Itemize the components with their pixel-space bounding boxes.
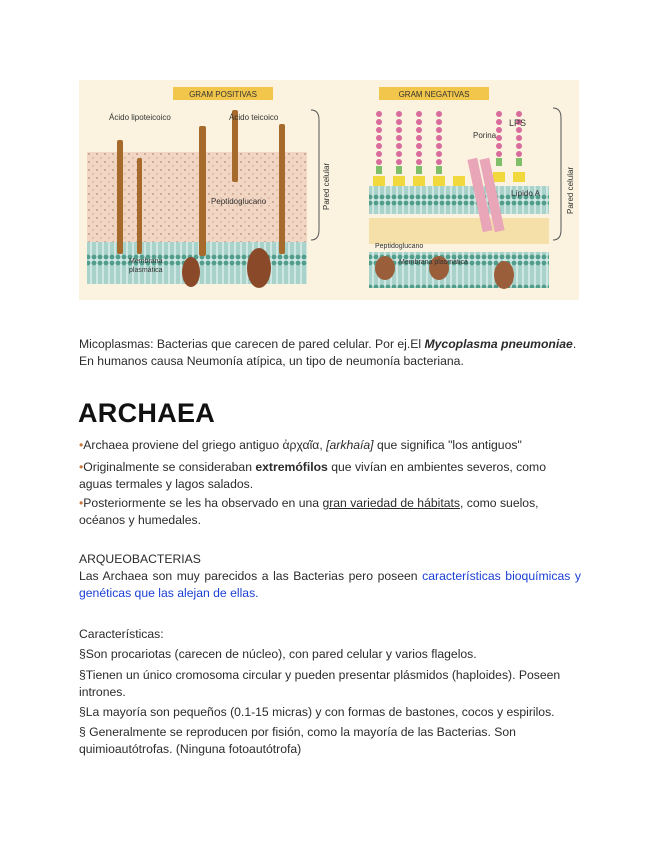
arqueobacterias-paragraph — [79, 568, 581, 602]
micoplasmas-paragraph — [79, 336, 581, 370]
archaea-b3-post: , como suelos, océanos y humedales. — [79, 496, 539, 527]
archaea-b2-bold: extremófilos — [255, 460, 328, 474]
label-peptidoglucano-pos: Peptidoglucano — [211, 197, 267, 206]
archaea-b1-italic: [arkhaía] — [326, 438, 374, 452]
caracteristica-item: §Son procariotas (carecen de núcleo), con pared celular y varios flagelos. — [79, 647, 477, 661]
caracteristicas-title: Características: — [79, 627, 164, 641]
gram-pos-title: GRAM POSITIVAS — [189, 90, 257, 99]
habitats-link[interactable]: gran variedad de hábitats — [322, 496, 460, 510]
archaea-b1-pre: Archaea proviene del griego antiguo — [83, 438, 283, 452]
label-pared-celular-pos: Pared celular — [322, 162, 331, 210]
plasma-membrane-neg — [369, 252, 549, 288]
archaea-b2-pre: Originalmente se consideraban — [83, 460, 256, 474]
arqueobacterias-text: Las Archaea son muy parecidos a las Bacterias pero poseen — [79, 569, 423, 583]
caracteristica-item: §La mayoría son pequeños (0.1-15 micras) y con formas de bastones, cocos y espirilos. — [79, 705, 555, 719]
label-membrana-pos-1: Membrana — [129, 258, 163, 265]
cell-wall-diagram — [79, 80, 579, 300]
label-lipido-a: Lípido A — [511, 189, 540, 198]
label-membrana-pos-2: plasmática — [129, 267, 163, 274]
label-membrana-neg: Membrana plasmática — [399, 259, 468, 266]
caracteristicas-link[interactable]: características bioquímicas y genéticas que las alejan de ellas. — [79, 569, 581, 600]
bullet-icon: • — [79, 460, 84, 474]
archaea-b3-pre: Posteriormente se les ha observado en una — [83, 496, 323, 510]
caracteristica-item: §Tienen un único cromosoma circular y pueden presentar plásmidos (haploides). Poseen intrones. — [79, 668, 561, 699]
archaea-b2-post: que vivían en ambientes severos, como aguas termales y lagos salados. — [79, 460, 546, 491]
bullet-icon: • — [79, 496, 84, 510]
micoplasmas-text-1: Micoplasmas: Bacterias que carecen de pared celular. Por ej.El — [79, 337, 425, 351]
label-lps: LPS — [509, 118, 527, 128]
label-peptidoglucano-neg: Peptidoglucano — [375, 243, 424, 250]
archaea-b1-post: que significa "los antiguos" — [373, 438, 522, 452]
label-acido-teicoico: Ácido teicoico — [229, 113, 279, 122]
bullet-icon: • — [79, 438, 84, 452]
caracteristica-item: § Generalmente se reproducen por fisión, como la mayoría de las Bacterias. Son quimioautótrofas. (Ninguna fotoautótrofa) — [79, 725, 516, 756]
peptidoglycan-layer-neg — [369, 218, 549, 244]
mycoplasma-species: Mycoplasma pneumoniae — [424, 337, 573, 351]
label-porina: Porina — [473, 131, 497, 140]
archaea-bullet-3 — [79, 495, 581, 529]
archaea-heading: ARCHAEA — [78, 398, 216, 428]
arqueobacterias-title: ARQUEOBACTERIAS — [79, 552, 201, 566]
archaea-bullet-1 — [79, 437, 581, 454]
archaea-b1-greek: ἀρχαῖα — [282, 438, 320, 452]
gram-neg-title: GRAM NEGATIVAS — [398, 90, 470, 99]
label-pared-celular-neg: Pared celular — [566, 166, 575, 214]
label-acido-lipoteicoico: Ácido lipoteicoico — [109, 113, 171, 122]
micoplasmas-text-2: . En humanos causa Neumonía atípica, un tipo de neumonía bacteriana. — [79, 337, 577, 368]
archaea-b1-mid: , — [319, 438, 327, 452]
archaea-bullet-2 — [79, 459, 581, 493]
